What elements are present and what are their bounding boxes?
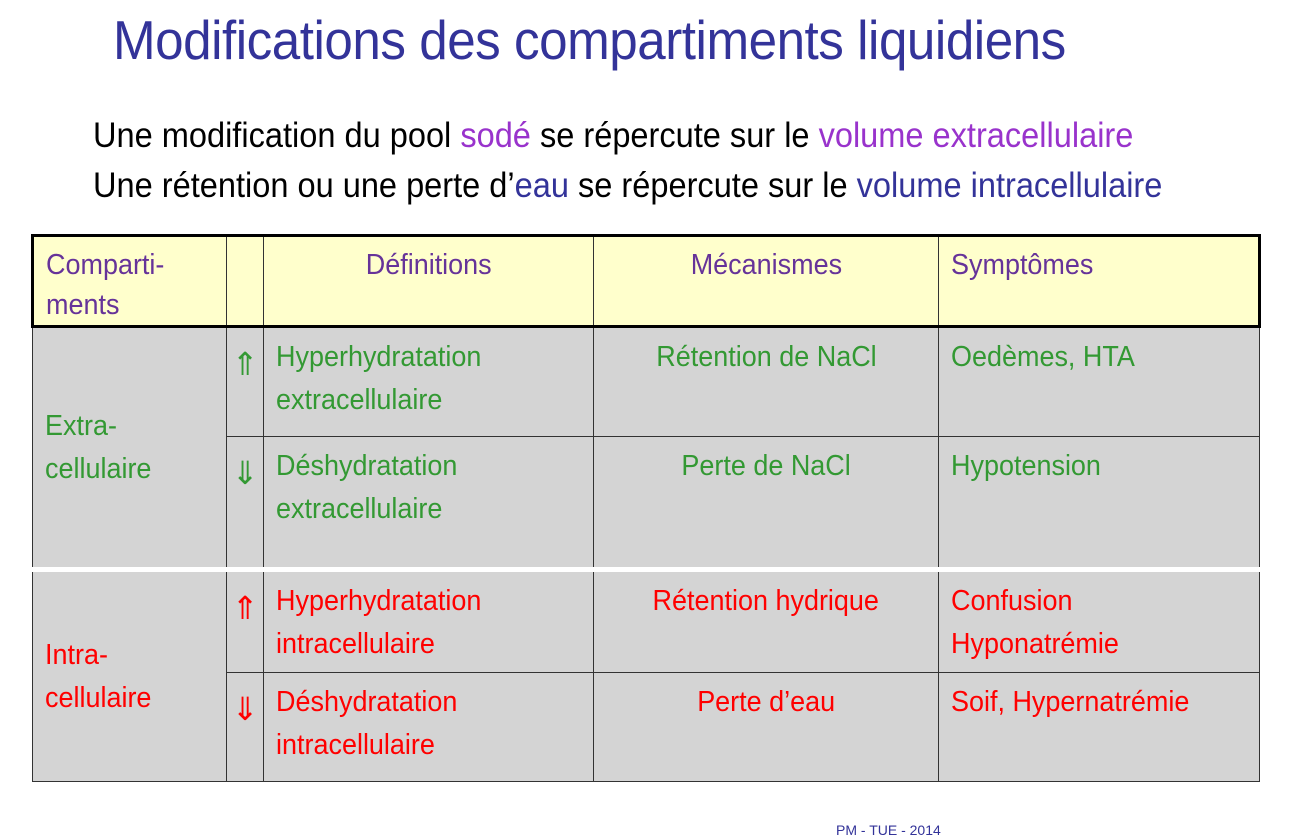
arrow-down-icon: ⇓ [231,691,259,727]
arrow-cell [227,327,264,437]
mechanism-text: Perte d’eau [697,686,835,718]
symptom-text: Hypotension [951,450,1101,482]
arrow-up-icon: ⇑ [231,346,259,382]
mechanism-cell [594,437,939,570]
footer-credit: PM - TUE - 2014 [836,822,941,838]
symptom-cell [939,327,1260,437]
symptom-cell [939,570,1260,673]
definition-cell [264,673,594,782]
symptom-cell [939,673,1260,782]
arrow-down-icon: ⇓ [231,455,259,491]
definition-text: Hyperhydratation intracellulaire [276,585,482,660]
header-symptoms-text: Symptômes [951,249,1094,281]
header-definitions [264,236,594,327]
intro-line-water-text: Une rétention ou une perte d’ [93,166,515,205]
table-header-row [33,236,1260,327]
arrow-cell [227,673,264,782]
header-compartments-text: Comparti- ments [46,249,165,321]
table-row [33,570,1260,673]
header-mechanisms-text: Mécanismes [690,249,842,281]
definition-cell [264,327,594,437]
intro-line-sodium-text: Une modification du pool [93,116,461,155]
compartments-table [31,234,1261,782]
symptom-text: Oedèmes, HTA [951,341,1135,373]
group-intracellulaire [33,570,227,782]
intro-line-water [93,166,1162,206]
symptom-text: Confusion Hyponatrémie [951,585,1119,660]
symptom-cell [939,437,1260,570]
arrow-up-icon: ⇑ [231,590,259,626]
definition-cell [264,570,594,673]
mechanism-cell [594,570,939,673]
keyword-eau: eau [514,166,569,205]
intro-line-sodium-middle: se répercute sur le [530,116,819,155]
arrow-cell [227,570,264,673]
definition-cell [264,437,594,570]
table-row [33,327,1260,437]
definition-text: Déshydratation extracellulaire [276,450,458,525]
page-title: Modifications des compartiments liquidiens [113,9,1066,71]
header-compartments [33,236,227,327]
header-mechanisms [594,236,939,327]
definition-text: Déshydratation intracellulaire [276,686,458,761]
header-arrow [227,236,264,327]
header-symptoms [939,236,1260,327]
keyword-volume-intracellulaire: volume intracellulaire [856,166,1163,205]
mechanism-text: Rétention de NaCl [655,341,877,373]
definition-text: Hyperhydratation extracellulaire [276,341,482,416]
mechanism-text: Perte de NaCl [681,450,851,482]
symptom-text: Soif, Hypernatrémie [951,686,1190,718]
intro-line-sodium [93,116,1133,156]
mechanism-cell [594,327,939,437]
arrow-cell [227,437,264,570]
mechanism-cell [594,673,939,782]
intro-line-water-middle: se répercute sur le [568,166,857,205]
group-extracellulaire-label: Extra- cellulaire [45,409,152,485]
keyword-volume-extracellulaire: volume extracellulaire [818,116,1134,155]
mechanism-text: Rétention hydrique [652,585,880,617]
header-definitions-text: Définitions [365,249,492,281]
keyword-sode: sodé [460,116,531,155]
group-extracellulaire [33,327,227,570]
group-intracellulaire-label: Intra- cellulaire [45,638,152,714]
